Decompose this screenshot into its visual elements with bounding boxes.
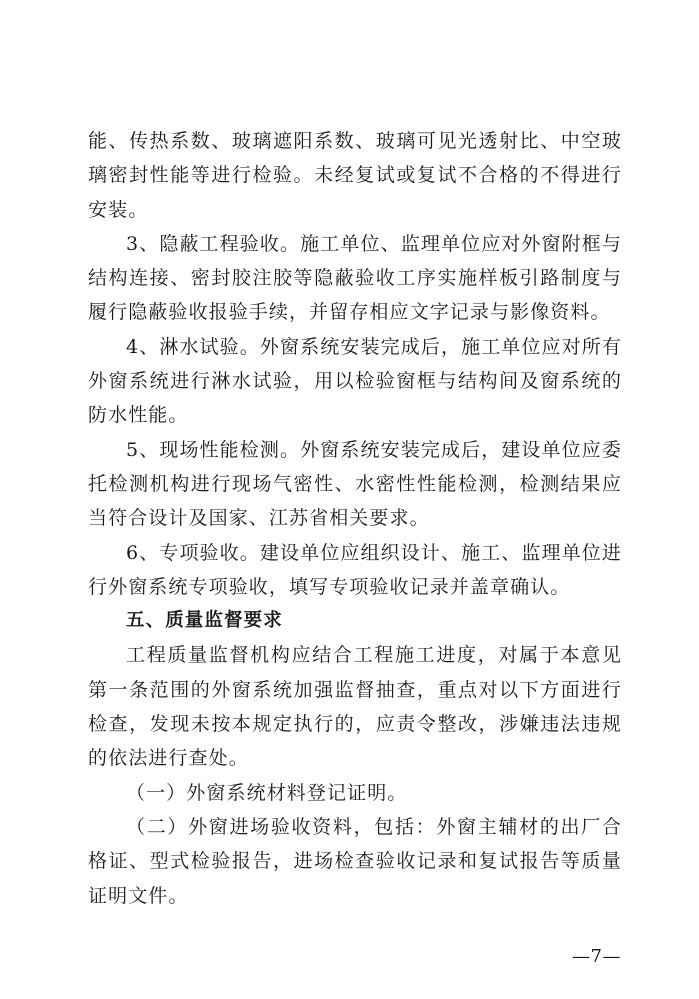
paragraph-concealed-works-acceptance: 3、隐蔽工程验收。施工单位、监理单位应对外窗附框与结构连接、密封胶注胶等隐蔽验收工序实施样板引路制度与履行隐蔽验收报验手续，并留存相应文字记录与影像资料。 bbox=[88, 232, 622, 324]
paragraph-supervision-intro: 工程质量监督机构应结合工程施工进度，对属于本意见第一条范围的外窗系统加强监督抽查，重点对以下方面进行检查，发现未按本规定执行的，应责令整改，涉嫌违法违规的依法进行查处。 bbox=[88, 644, 622, 770]
list-item-entry-acceptance-docs: （二）外窗进场验收资料，包括：外窗主辅材的出厂合格证、型式检验报告，进场检查验收记录和复试报告等质量证明文件。 bbox=[88, 815, 622, 907]
paragraph-water-spray-test: 4、淋水试验。外窗系统安装完成后，施工单位应对所有外窗系统进行淋水试验，用以检验窗框与结构间及窗系统的防水性能。 bbox=[88, 335, 622, 427]
paragraph-onsite-performance-test: 5、现场性能检测。外窗系统安装完成后，建设单位应委托检测机构进行现场气密性、水密性性能检测，检测结果应当符合设计及国家、江苏省相关要求。 bbox=[88, 438, 622, 530]
page-number: —7— bbox=[572, 946, 621, 967]
body-text bbox=[88, 124, 622, 913]
section-heading-quality-supervision: 五、质量监督要求 bbox=[126, 610, 283, 632]
list-item-material-registration: （一）外窗系统材料登记证明。 bbox=[126, 781, 408, 804]
paragraph-special-acceptance: 6、专项验收。建设单位应组织设计、施工、监理单位进行外窗系统专项验收，填写专项验收记录并盖章确认。 bbox=[88, 541, 622, 598]
paragraph-continuation: 能、传热系数、玻璃遮阳系数、玻璃可见光透射比、中空玻璃密封性能等进行检验。未经复试或复试不合格的不得进行安装。 bbox=[88, 130, 622, 221]
